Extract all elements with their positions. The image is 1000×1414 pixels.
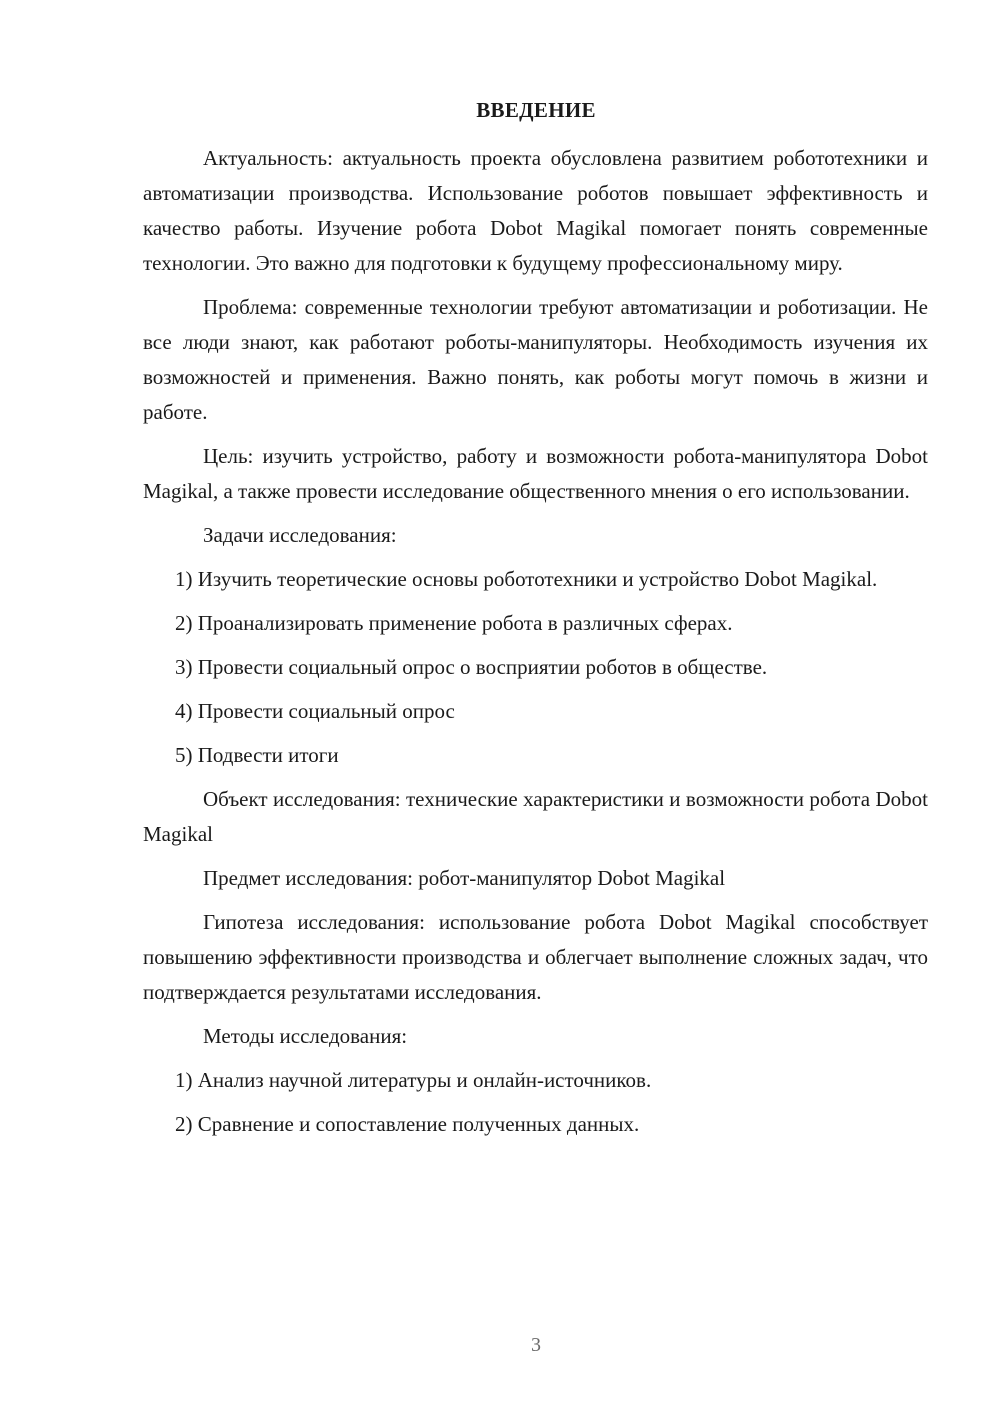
task-item-3: 3) Провести социальный опрос о восприятии роботов в обществе.: [175, 655, 768, 679]
goal-paragraph: Цель: изучить устройство, работу и возможности робота-манипулятора Dobot Magikal, а также провести исследование общественного мнения о его использовании.: [143, 444, 928, 503]
method-item-2: 2) Сравнение и сопоставление полученных данных.: [175, 1112, 640, 1136]
task-item-2: 2) Проанализировать применение робота в различных сферах.: [175, 611, 733, 635]
tasks-heading: Задачи исследования:: [203, 523, 397, 547]
document-body: [143, 141, 928, 1151]
task-item-5: 5) Подвести итоги: [175, 743, 339, 767]
method-item-1: 1) Анализ научной литературы и онлайн-источников.: [175, 1068, 652, 1092]
page-title: ВВЕДЕНИЕ: [476, 98, 596, 122]
problem-paragraph: Проблема: современные технологии требуют автоматизации и роботизации. Не все люди знают, как работают роботы-манипуляторы. Необходимость изучения их возможностей и применения. Важно понять, как роботы могут помочь в жизни и работе.: [143, 295, 928, 424]
task-item-4: 4) Провести социальный опрос: [175, 699, 455, 723]
page-number: 3: [531, 1334, 541, 1356]
relevance-paragraph: Актуальность: актуальность проекта обусловлена развитием робототехники и автоматизации производства. Использование роботов повышает эффективность и качество работы. Изучение робота Dobot Magikal помогает понять современные технологии. Это важно для подготовки к будущему профессиональному миру.: [143, 146, 928, 275]
object-paragraph: Объект исследования: технические характеристики и возможности робота Dobot Magikal: [143, 787, 928, 846]
subject-paragraph: Предмет исследования: робот-манипулятор Dobot Magikal: [203, 866, 726, 890]
methods-heading: Методы исследования:: [203, 1024, 408, 1048]
hypothesis-paragraph: Гипотеза исследования: использование робота Dobot Magikal способствует повышению эффективности производства и облегчает выполнение сложных задач, что подтверждается результатами исследования.: [143, 910, 928, 1004]
task-item-1: 1) Изучить теоретические основы робототехники и устройство Dobot Magikal.: [175, 567, 878, 591]
